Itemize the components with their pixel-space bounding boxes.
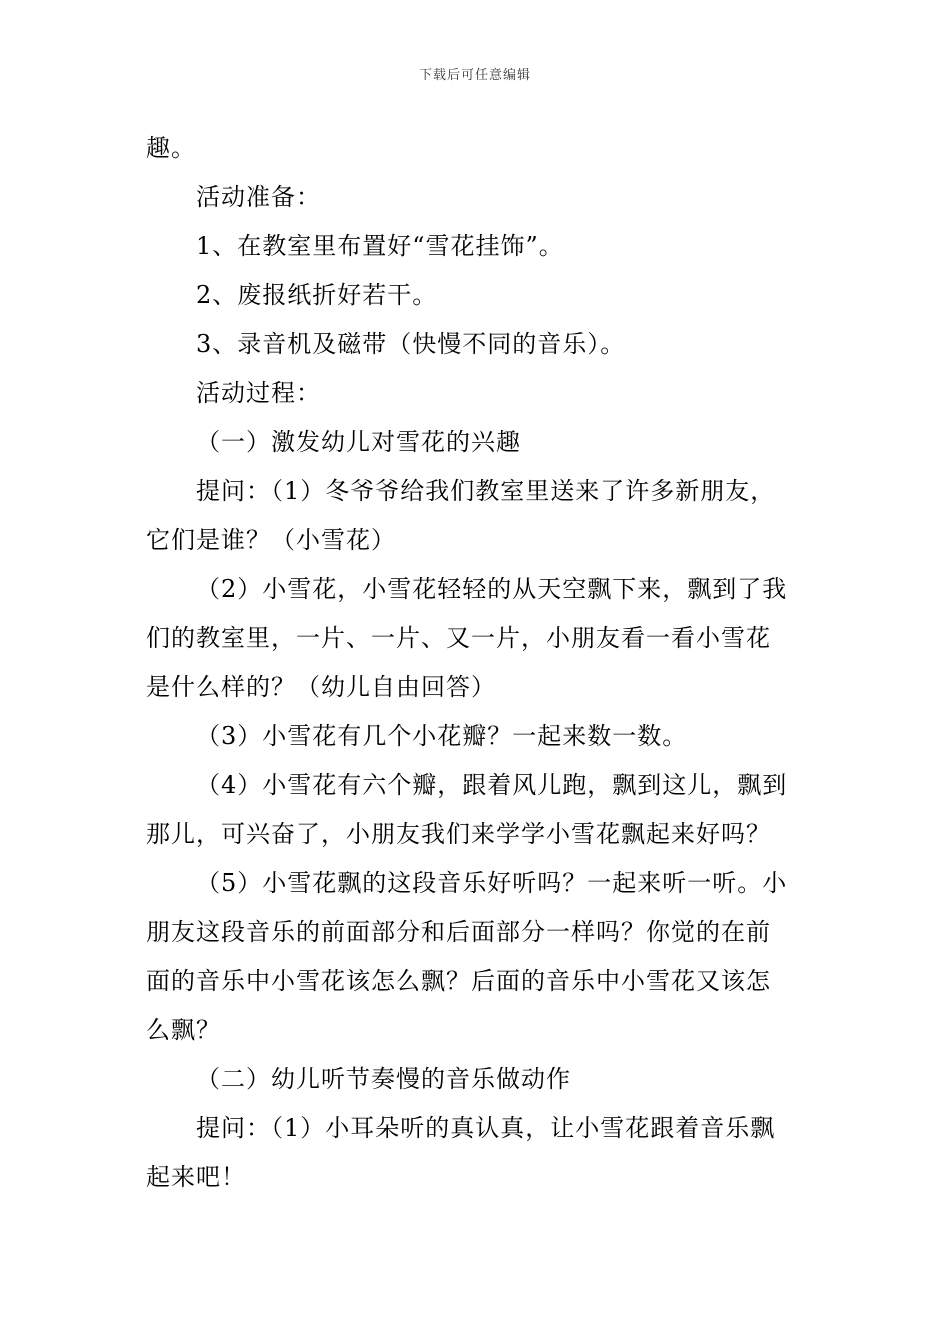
text-line: 那儿，可兴奋了，小朋友我们来学学小雪花飘起来好吗？	[146, 820, 771, 848]
text-line: 2、废报纸折好若干。	[196, 281, 438, 309]
text-line: 么飘？	[146, 1016, 221, 1044]
text-line: 活动过程：	[196, 379, 321, 407]
text-line: （5）小雪花飘的这段音乐好听吗？一起来听一听。小	[196, 869, 788, 897]
text-line: 朋友这段音乐的前面部分和后面部分一样吗？你觉的在前	[146, 918, 771, 946]
text-line: 起来吧！	[146, 1163, 246, 1191]
text-line: 提问：（1）小耳朵听的真认真，让小雪花跟着音乐飘	[196, 1114, 776, 1142]
text-line: （3）小雪花有几个小花瓣？一起来数一数。	[196, 722, 688, 750]
text-line: （4）小雪花有六个瓣，跟着风儿跑，飘到这儿，飘到	[196, 771, 788, 799]
document-body	[146, 124, 808, 1202]
page-header: 下载后可任意编辑	[418, 68, 531, 83]
text-line: 它们是谁？（小雪花）	[146, 526, 396, 554]
text-line: 提问：（1）冬爷爷给我们教室里送来了许多新朋友，	[196, 477, 776, 505]
text-line: （2）小雪花，小雪花轻轻的从天空飘下来，飘到了我	[196, 575, 788, 603]
text-line: 是什么样的？（幼儿自由回答）	[146, 673, 496, 701]
text-line: 活动准备：	[196, 183, 321, 211]
text-line: 1、在教室里布置好“雪花挂饰”。	[196, 232, 564, 260]
text-line: （二）幼儿听节奏慢的音乐做动作	[196, 1065, 571, 1093]
text-line: 3、录音机及磁带（快慢不同的音乐）。	[196, 330, 626, 358]
text-line: （一）激发幼儿对雪花的兴趣	[196, 428, 521, 456]
text-line: 面的音乐中小雪花该怎么飘？后面的音乐中小雪花又该怎	[146, 967, 771, 995]
text-line: 趣。	[146, 134, 196, 162]
text-line: 们的教室里，一片、一片、又一片，小朋友看一看小雪花	[146, 624, 771, 652]
